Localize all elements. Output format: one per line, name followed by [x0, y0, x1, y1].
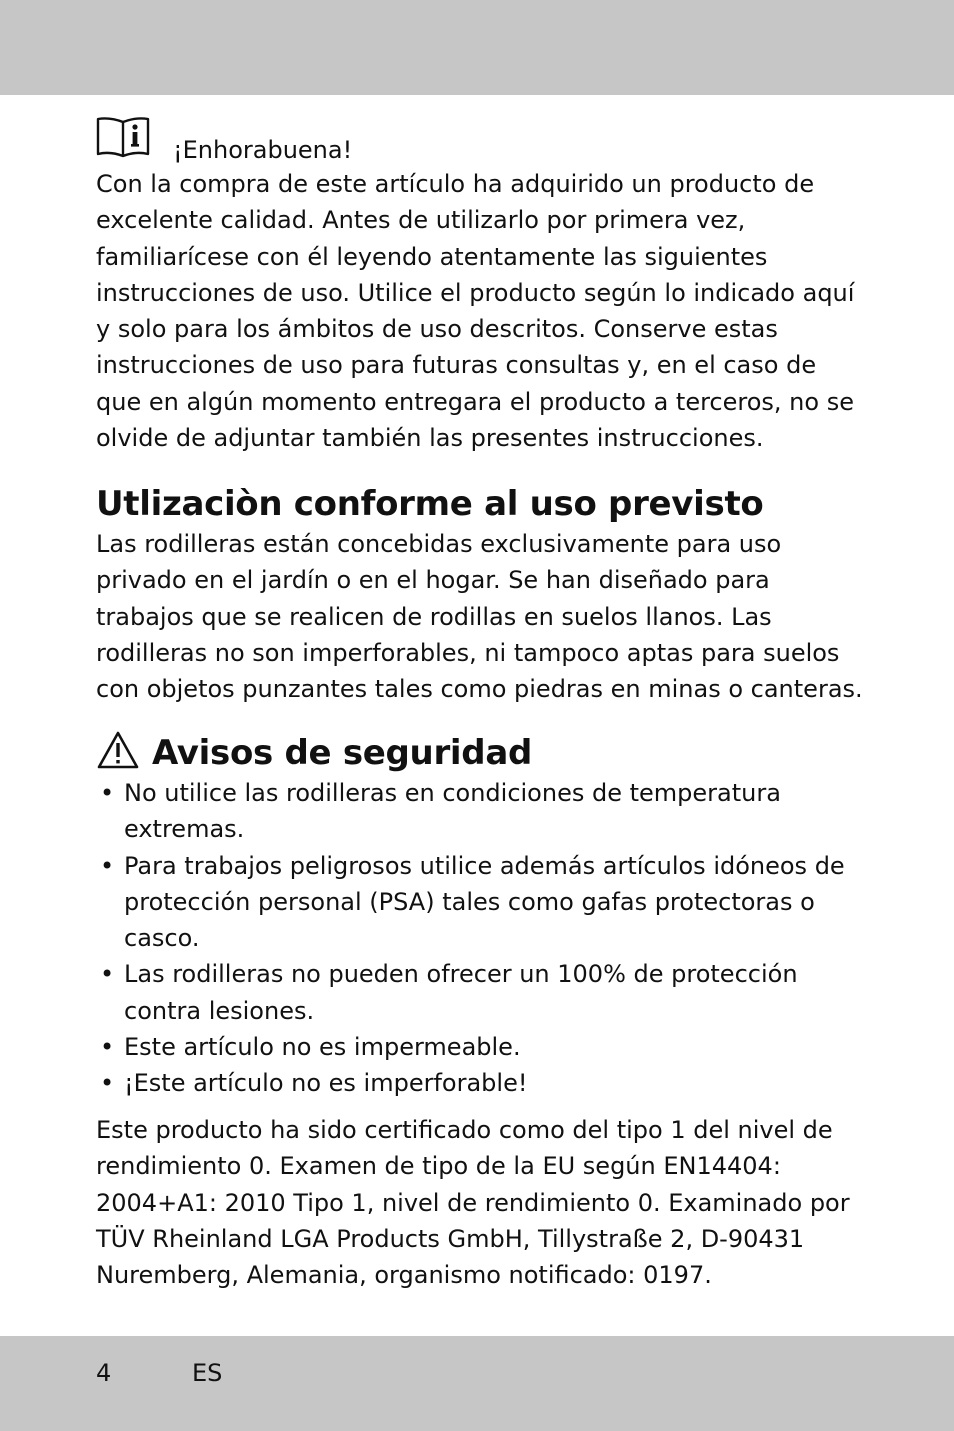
intended-use-heading: Utlizaciòn conforme al uso previsto	[96, 484, 764, 524]
page-number: 4	[96, 1359, 112, 1387]
safety-item: • ¡Este artículo no es imperforable!	[96, 1065, 866, 1101]
safety-item: • Este artículo no es impermeable.	[96, 1029, 866, 1065]
safety-item: • No utilice las rodilleras en condiciones de temperatura extremas.	[96, 775, 866, 848]
safety-heading: Avisos de seguridad	[152, 733, 533, 773]
intro-title: ¡Enhorabuena!	[173, 136, 353, 164]
warning-triangle-icon	[96, 730, 140, 770]
language-code: ES	[192, 1359, 223, 1387]
header-band	[0, 0, 954, 95]
certification-paragraph: Este producto ha sido certificado como del tipo 1 del nivel de rendimiento 0. Examen de tipo de la EU según EN14404: 2004+A1: 2010 Tipo 1, nivel de rendimiento 0. Examinado por TÜV Rheinland LGA Products GmbH, Tillystraße 2, D-90431 Nuremberg, Alemania, organismo notificado: 0197.	[96, 1116, 850, 1290]
safety-list	[96, 775, 866, 1102]
info-book-icon	[96, 116, 150, 158]
footer-band	[0, 1336, 954, 1431]
intro-paragraph: Con la compra de este artículo ha adquirido un producto de excelente calidad. Antes de utilizarlo por primera vez, familiarícese con él leyendo atentamente las siguientes instrucciones de uso. Utilice el producto según lo indicado aquí y solo para los ámbitos de uso descritos. Conserve estas instrucciones de uso para futuras consultas y, en el caso de que en algún momento entregara el producto a terceros, no se olvide de adjuntar también las presentes instrucciones.	[96, 170, 855, 453]
intended-use-paragraph: Las rodilleras están concebidas exclusivamente para uso privado en el jardín o en el hogar. Se han diseñado para trabajos que se realicen de rodillas en suelos llanos. Las rodilleras no son imperforables, ni tampoco aptas para suelos con objetos punzantes tales como piedras en minas o canteras.	[96, 530, 863, 704]
safety-item: • Para trabajos peligrosos utilice además artículos idóneos de protección personal (PSA) tales como gafas protectoras o casco.	[96, 848, 866, 957]
safety-item: • Las rodilleras no pueden ofrecer un 100% de protección contra lesiones.	[96, 956, 866, 1029]
